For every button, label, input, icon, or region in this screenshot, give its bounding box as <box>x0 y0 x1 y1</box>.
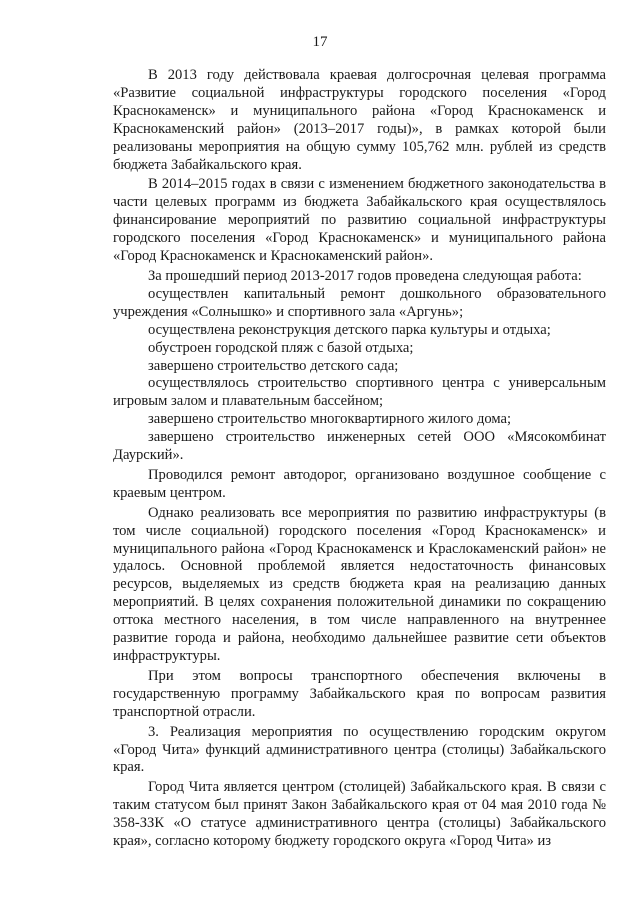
paragraph-work-intro: За прошедший период 2013-2017 годов проведена следующая работа: <box>148 267 582 284</box>
list-item-park-reconstruction: осуществлена реконструкция детского парка культуры и отдыха; <box>148 321 551 338</box>
list-item-beach: обустроен городской пляж с базой отдыха; <box>148 339 414 356</box>
list-item-kindergarten-built: завершено строительство детского сада; <box>148 357 399 374</box>
section-heading-chita: 3. Реализация мероприятия по осуществлению городским округом «Город Чита» функций административного центра (столицы) Забайкальского края. <box>113 723 606 776</box>
list-item-engineering-networks: завершено строительство инженерных сетей ООО «Мясокомбинат Даурский». <box>113 429 606 464</box>
paragraph-chita-capital: Город Чита является центром (столицей) Забайкальского края. В связи с таким статусом был принят Закон Забайкальского края от 04 мая 2010 года № 358-ЗЗК «О статусе административного центра (столицы) Забайкальского края», согласно которому бюджету городского округа «Город Чита» из <box>113 779 606 850</box>
document-body <box>113 67 606 851</box>
paragraph-program-2013: В 2013 году действовала краевая долгосрочная целевая программа «Развитие социальной инфраструктуры городского поселения «Город Краснокаменск» и муниципального района «Город Краснокаменск и Краснокаменский район» (2013–2017 годы)», в рамках которой были реализованы мероприятия на общую сумму 105,762 млн. рублей из средств бюджета Забайкальского края. <box>113 67 606 173</box>
list-item-apartment-building: завершено строительство многоквартирного жилого дома; <box>148 411 512 428</box>
paragraph-roads-air: Проводился ремонт автодорог, организовано воздушное сообщение с краевым центром. <box>113 466 606 501</box>
paragraph-transport: При этом вопросы транспортного обеспечения включены в государственную программу Забайкальского края по вопросам развития транспортной отрасли. <box>113 667 606 720</box>
list-item-repair-kindergarten: осуществлен капитальный ремонт дошкольного образовательного учреждения «Солнышко» и спортивного зала «Аргунь»; <box>113 285 606 320</box>
page-number: 17 <box>312 34 328 50</box>
paragraph-financing-2014-2015: В 2014–2015 годах в связи с изменением бюджетного законодательства в части целевых программ из бюджета Забайкальского края осуществлялось финансирование мероприятий по развитию социальной инфраструктуры городского поселения «Город Краснокаменск» и муниципального района «Город Краснокаменск и Краснокаменский район». <box>113 176 606 265</box>
list-item-sports-center: осуществлялось строительство спортивного центра с универсальным игровым залом и плавательным бассейном; <box>113 375 606 410</box>
paragraph-problems: Однако реализовать все мероприятия по развитию инфраструктуры (в том числе социальной) городского поселения «Город Краснокаменск» и муниципального района «Город Краснокаменск и Краслокаменский район» не удалось. Основной проблемой является недостаточность финансовых ресурсов, выделяемых из средств бюджета края на реализацию данных мероприятий. В целях сохранения положительной динамики по сокращению оттока местного населения, в том числе направленного на внутреннее развитие города и района, необходимо дальнейшее развитие сети объектов инфраструктуры. <box>113 504 606 664</box>
